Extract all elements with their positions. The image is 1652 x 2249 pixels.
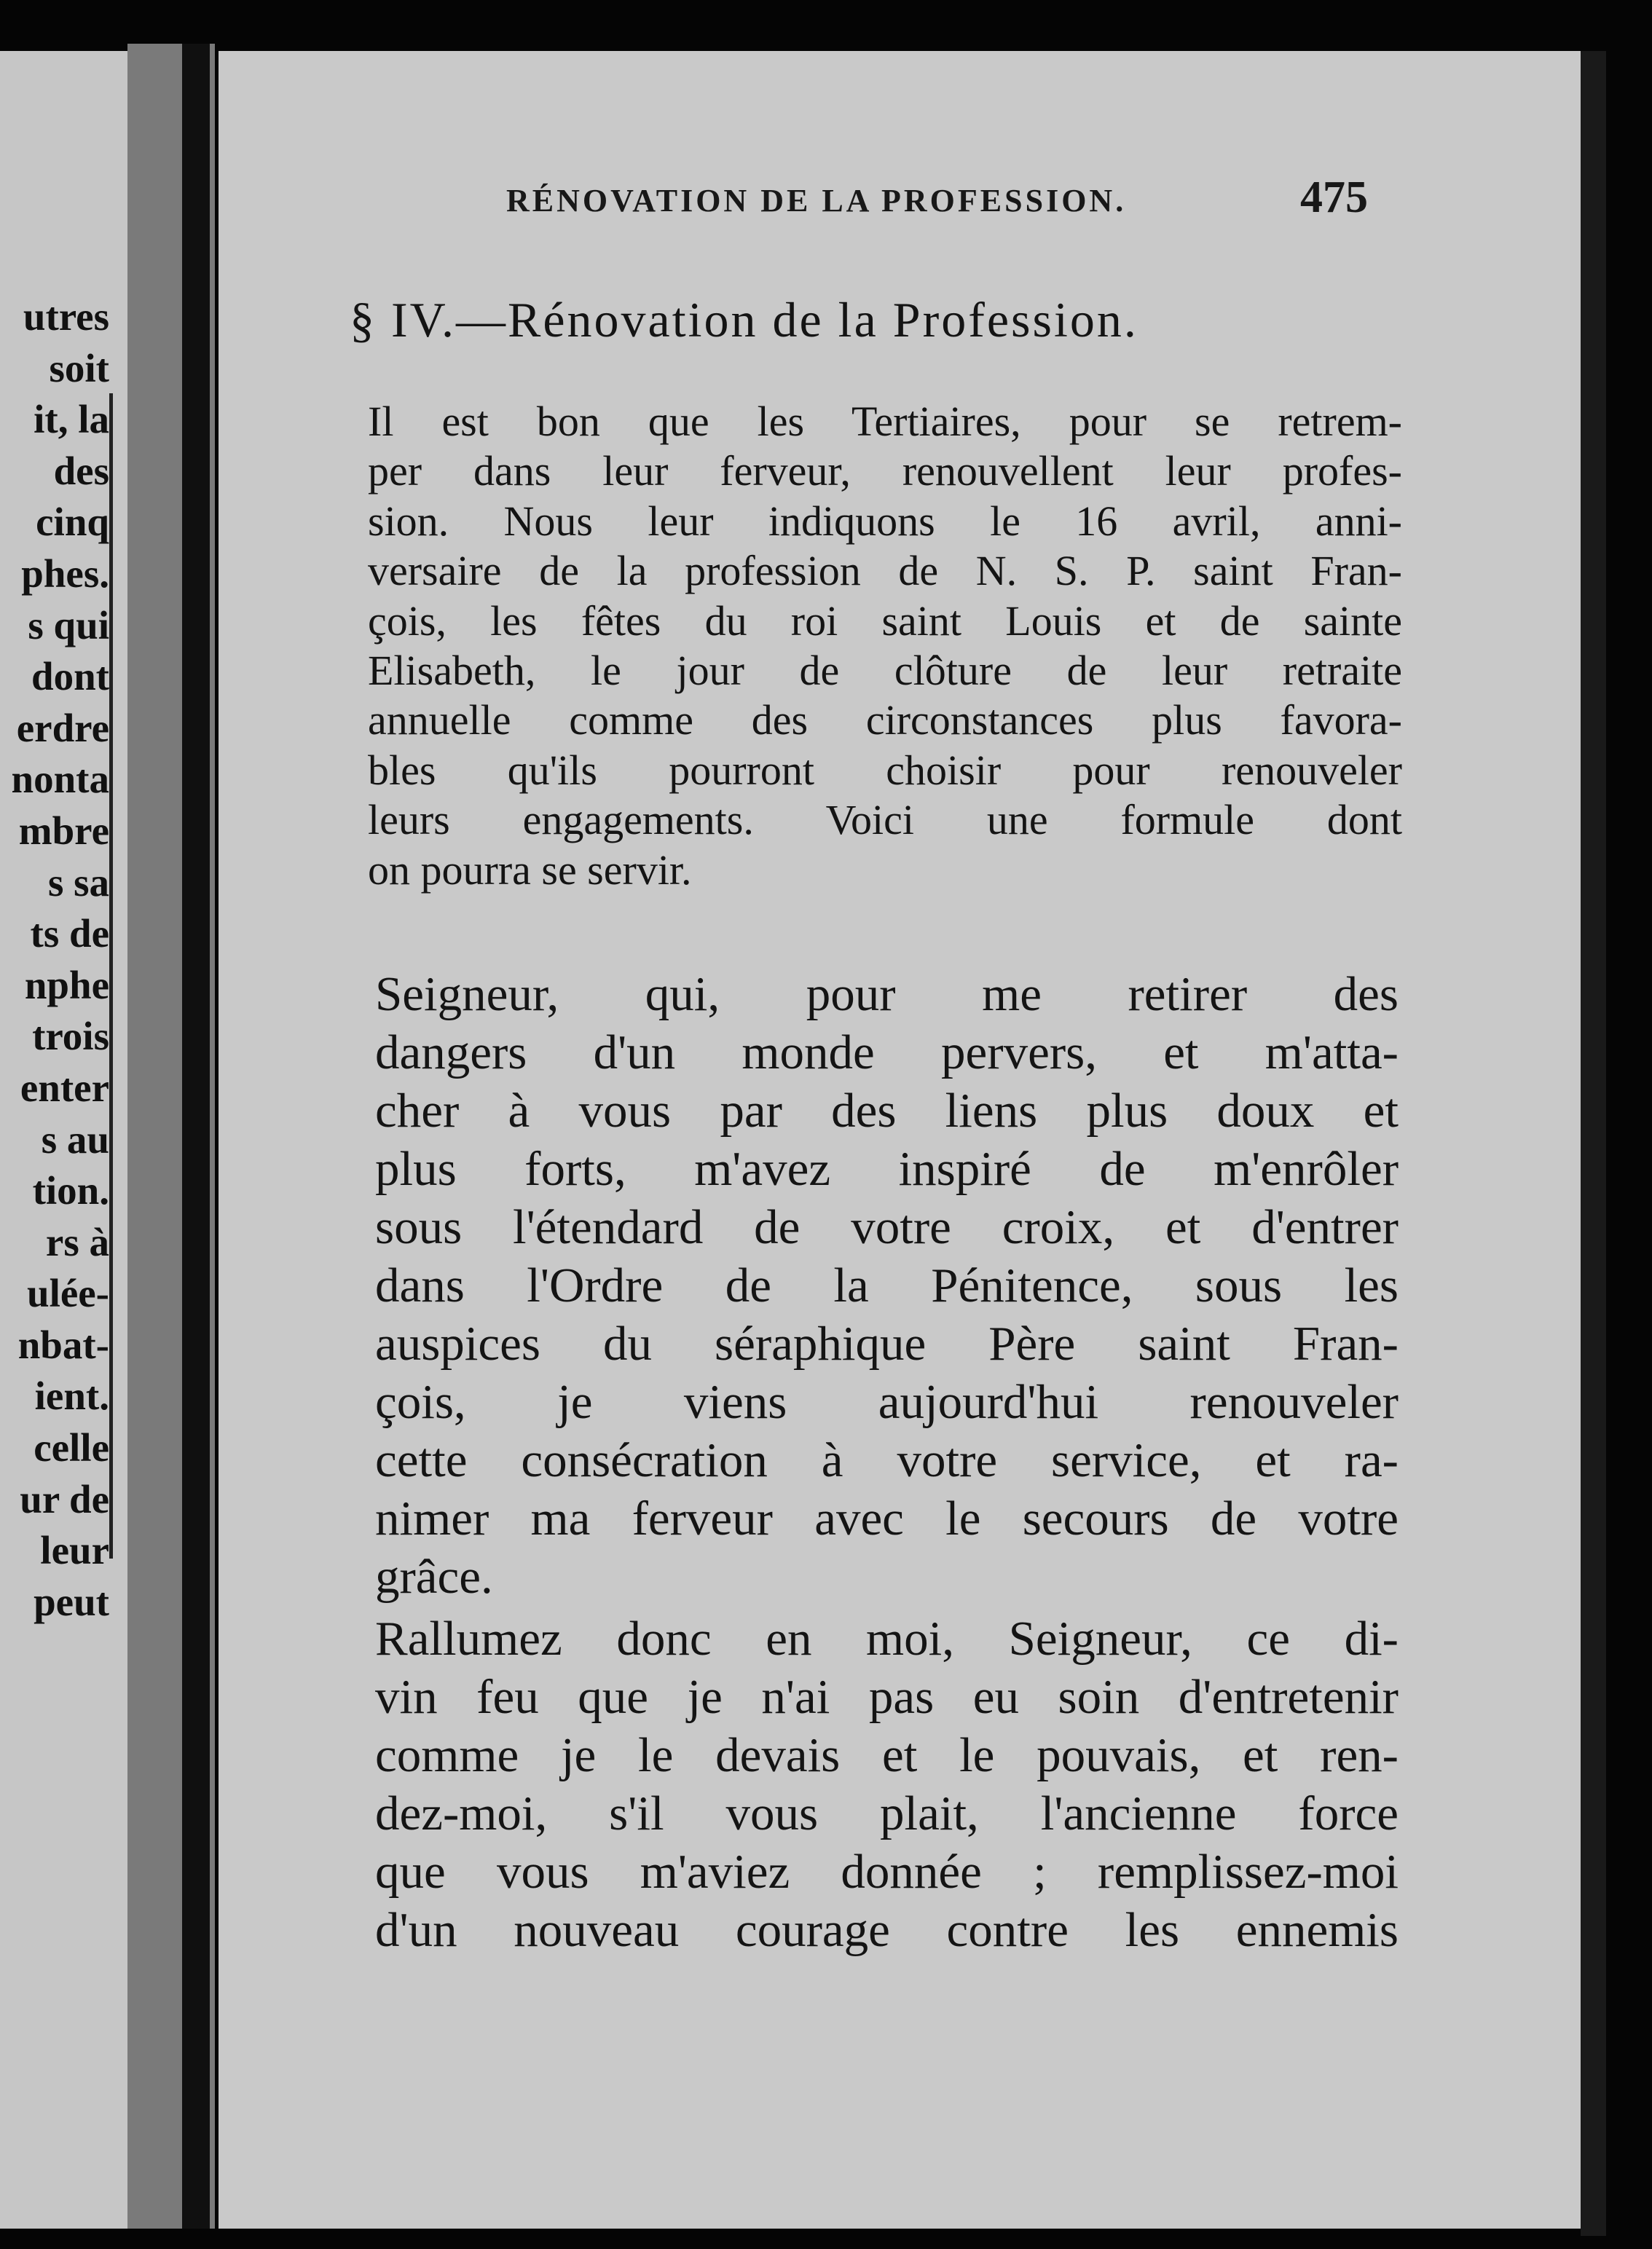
prayer-paragraph <box>375 965 1399 1606</box>
page-edge-rule <box>109 393 113 1559</box>
previous-page-line: s au <box>41 1116 109 1162</box>
previous-page-line: nbat- <box>17 1322 109 1367</box>
previous-page-line: rs à <box>45 1219 109 1264</box>
text-line: Rallumez donc en moi, Seigneur, ce di- <box>375 1612 1399 1666</box>
text-line: Seigneur, qui, pour me retirer des <box>375 967 1399 1021</box>
text-line: çois, les fêtes du roi saint Louis et de sainte <box>368 596 1402 645</box>
text-line: dangers d'un monde pervers, et m'atta- <box>375 1025 1399 1079</box>
previous-page-line: des <box>53 448 109 493</box>
text-line: sion. Nous leur indiquons le 16 avril, anni- <box>368 497 1402 545</box>
text-line: versaire de la profession de N. S. P. saint Fran- <box>368 547 1402 595</box>
section-heading: § IV.—Rénovation de la Profession. <box>350 292 1138 347</box>
previous-page-line: s qui <box>28 602 109 647</box>
text-line: auspices du séraphique Père saint Fran- <box>375 1317 1399 1371</box>
previous-page-line: tion. <box>32 1168 109 1213</box>
text-line: Elisabeth, le jour de clôture de leur retraite <box>368 647 1402 695</box>
page-edge-shadow <box>1581 51 1606 2236</box>
previous-page-line: erdre <box>16 705 109 750</box>
previous-page-line: dont <box>31 654 109 699</box>
previous-page-line: trois <box>32 1014 109 1059</box>
previous-page-line: ient. <box>34 1374 109 1419</box>
text-line: leurs engagements. Voici une formule dont <box>368 796 1402 844</box>
text-line: plus forts, m'avez inspiré de m'enrôler <box>375 1142 1399 1196</box>
previous-page-line: leur <box>40 1528 109 1573</box>
previous-page-line: ur de <box>20 1476 109 1521</box>
previous-page-line: peut <box>34 1579 109 1624</box>
text-line: per dans leur ferveur, renouvellent leur profes- <box>368 447 1402 495</box>
text-line: vin feu que je n'ai pas eu soin d'entretenir <box>375 1670 1399 1724</box>
text-line: cher à vous par des liens plus doux et <box>375 1084 1399 1138</box>
prayer-paragraph-continued <box>375 1610 1399 1959</box>
text-line: on pourra se servir. <box>368 846 692 894</box>
text-line: comme je le devais et le pouvais, et ren- <box>375 1728 1399 1782</box>
text-line: Il est bon que les Tertiaires, pour se retrem- <box>368 398 1402 445</box>
text-line: bles qu'ils pourront choisir pour renouveler <box>368 746 1402 794</box>
previous-page-line: soit <box>49 345 109 390</box>
text-line: annuelle comme des circonstances plus favora- <box>368 696 1402 744</box>
previous-page-line: ts de <box>30 911 109 956</box>
previous-page-line: ulée- <box>26 1271 109 1316</box>
text-line: nimer ma ferveur avec le secours de votre <box>375 1492 1399 1545</box>
previous-page-text <box>0 291 109 1628</box>
intro-paragraph <box>368 397 1402 895</box>
previous-page-line: mbre <box>18 808 109 853</box>
previous-page-line: enter <box>20 1065 109 1110</box>
previous-page-line: cinq <box>36 500 109 545</box>
text-line: cette consécration à votre service, et ra- <box>375 1433 1399 1487</box>
text-line: d'un nouveau courage contre les ennemis <box>375 1903 1399 1957</box>
previous-page-line: nonta <box>11 757 109 802</box>
text-line: que vous m'aviez donnée ; remplissez-moi <box>375 1845 1399 1899</box>
text-line: sous l'étendard de votre croix, et d'entrer <box>375 1200 1399 1254</box>
previous-page-line: s sa <box>47 859 109 905</box>
binding-shadow <box>182 44 210 2229</box>
previous-page-line: phes. <box>21 551 109 596</box>
previous-page-line: utres <box>23 294 109 339</box>
running-title: RÉNOVATION DE LA PROFESSION. <box>506 183 1127 218</box>
text-line: dez-moi, s'il vous plait, l'ancienne force <box>375 1787 1399 1840</box>
text-line: dans l'Ordre de la Pénitence, sous les <box>375 1259 1399 1312</box>
page-number: 475 <box>1300 173 1368 222</box>
text-line: çois, je viens aujourd'hui renouveler <box>375 1375 1399 1429</box>
previous-page-line: it, la <box>34 397 109 442</box>
previous-page-line: nphe <box>24 962 109 1007</box>
text-line: grâce. <box>375 1550 493 1604</box>
previous-page-line: celle <box>34 1425 109 1470</box>
previous-page-fragment <box>0 51 127 2229</box>
